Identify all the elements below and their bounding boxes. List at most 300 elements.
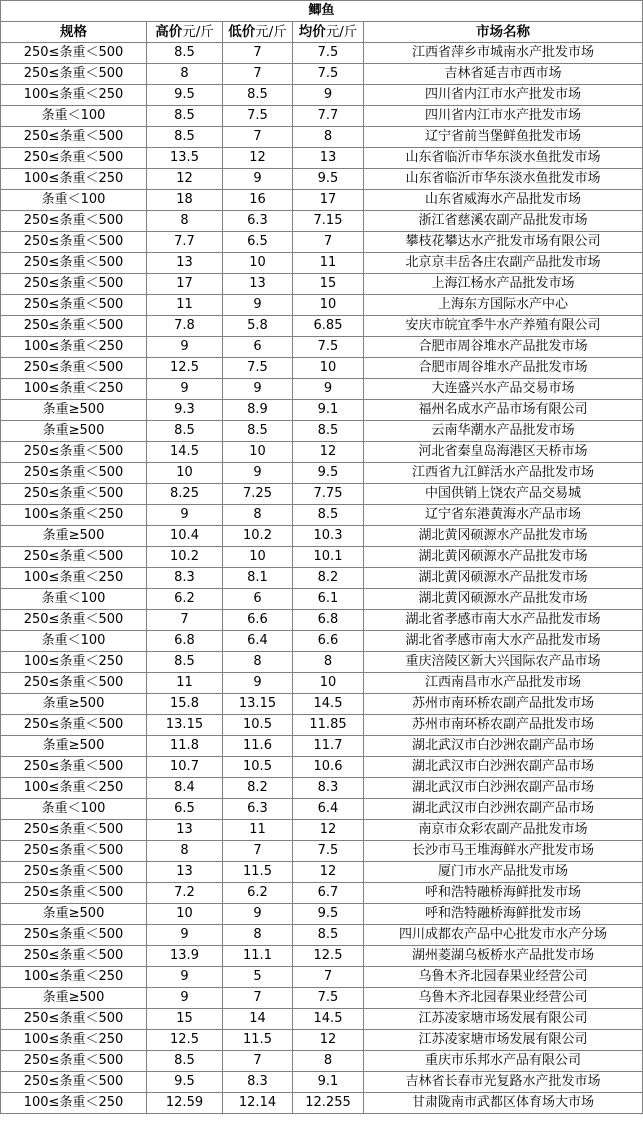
cell-avg: 8.5 [293,421,364,442]
cell-market: 甘肃陇南市武都区体育场大市场 [364,1093,643,1114]
cell-high: 12.59 [147,1093,223,1114]
cell-avg: 6.1 [293,589,364,610]
table-row [1,64,643,85]
cell-avg: 7.5 [293,43,364,64]
cell-spec: 条重≥500 [1,988,147,1009]
cell-spec: 100≤条重＜250 [1,652,147,673]
cell-market: 江苏凌家塘市场发展有限公司 [364,1009,643,1030]
cell-high: 8.3 [147,568,223,589]
cell-avg: 12 [293,862,364,883]
cell-low: 8 [223,652,293,673]
cell-low: 8.5 [223,85,293,106]
cell-market: 湖北省孝感市南大水产品批发市场 [364,610,643,631]
cell-market: 山东省临沂市华东淡水鱼批发市场 [364,169,643,190]
cell-avg: 6.85 [293,316,364,337]
table-row [1,1051,643,1072]
cell-low: 7 [223,127,293,148]
table-row [1,421,643,442]
cell-low: 6.5 [223,232,293,253]
cell-spec: 100≤条重＜250 [1,505,147,526]
cell-spec: 250≤条重＜500 [1,673,147,694]
cell-high: 10.4 [147,526,223,547]
table-row [1,904,643,925]
cell-low: 7 [223,1051,293,1072]
cell-market: 辽宁省东港黄海水产品市场 [364,505,643,526]
cell-low: 8.5 [223,421,293,442]
cell-high: 9 [147,967,223,988]
table-title-row [1,1,643,22]
cell-low: 11.1 [223,946,293,967]
cell-spec: 250≤条重＜500 [1,253,147,274]
cell-spec: 条重≥500 [1,421,147,442]
cell-high: 7.8 [147,316,223,337]
cell-spec: 250≤条重＜500 [1,316,147,337]
table-row [1,127,643,148]
cell-market: 北京京丰岳各庄农副产品批发市场 [364,253,643,274]
cell-high: 9.3 [147,400,223,421]
cell-low: 12.14 [223,1093,293,1114]
cell-market: 重庆涪陵区新大兴国际农产品市场 [364,652,643,673]
cell-high: 8 [147,841,223,862]
cell-low: 5 [223,967,293,988]
cell-high: 13 [147,820,223,841]
cell-spec: 250≤条重＜500 [1,211,147,232]
table-title: 鲫鱼 [1,1,643,22]
cell-avg: 8.3 [293,778,364,799]
cell-low: 8 [223,505,293,526]
cell-market: 四川省内江市水产批发市场 [364,106,643,127]
table-row [1,442,643,463]
cell-low: 10 [223,253,293,274]
cell-avg: 11.7 [293,736,364,757]
cell-high: 6.2 [147,589,223,610]
cell-market: 河北省秦皇岛海港区天桥市场 [364,442,643,463]
cell-avg: 8.5 [293,505,364,526]
cell-market: 苏州市南环桥农副产品批发市场 [364,715,643,736]
cell-avg: 9.1 [293,400,364,421]
cell-high: 7 [147,610,223,631]
cell-market: 江苏凌家塘市场发展有限公司 [364,1030,643,1051]
cell-avg: 9 [293,85,364,106]
cell-avg: 10 [293,358,364,379]
cell-high: 10.7 [147,757,223,778]
header-avg-unit: 元/斤 [325,24,358,40]
cell-spec: 250≤条重＜500 [1,64,147,85]
cell-low: 10 [223,547,293,568]
cell-low: 9 [223,904,293,925]
table-row [1,484,643,505]
cell-market: 辽宁省前当堡鲜鱼批发市场 [364,127,643,148]
table-row [1,568,643,589]
cell-spec: 条重＜100 [1,106,147,127]
cell-market: 吉林省长春市光复路水产批发市场 [364,1072,643,1093]
cell-avg: 7 [293,232,364,253]
cell-avg: 8 [293,652,364,673]
table-row [1,946,643,967]
table-row [1,316,643,337]
cell-market: 山东省临沂市华东淡水鱼批发市场 [364,148,643,169]
table-row [1,232,643,253]
cell-market: 湖北武汉市白沙洲农副产品市场 [364,757,643,778]
table-row [1,988,643,1009]
cell-market: 吉林省延吉市西市场 [364,64,643,85]
cell-spec: 250≤条重＜500 [1,484,147,505]
cell-avg: 6.4 [293,799,364,820]
cell-market: 合肥市周谷堆水产品批发市场 [364,358,643,379]
cell-market: 浙江省慈溪农副产品批发市场 [364,211,643,232]
cell-spec: 250≤条重＜500 [1,1072,147,1093]
cell-high: 9.5 [147,1072,223,1093]
cell-market: 呼和浩特融桥海鲜批发市场 [364,883,643,904]
cell-spec: 条重≥500 [1,736,147,757]
cell-market: 长沙市马王堆海鲜水产批发市场 [364,841,643,862]
header-low-label: 低价 [228,24,256,40]
table-row [1,652,643,673]
cell-avg: 8.5 [293,925,364,946]
cell-low: 13.15 [223,694,293,715]
cell-spec: 250≤条重＜500 [1,610,147,631]
header-low-unit: 元/斤 [255,24,287,40]
cell-spec: 条重≥500 [1,526,147,547]
cell-high: 9 [147,379,223,400]
cell-avg: 6.8 [293,610,364,631]
cell-low: 16 [223,190,293,211]
table-row [1,253,643,274]
cell-avg: 6.7 [293,883,364,904]
cell-spec: 100≤条重＜250 [1,169,147,190]
cell-avg: 9 [293,379,364,400]
cell-high: 9 [147,988,223,1009]
table-row [1,799,643,820]
cell-spec: 250≤条重＜500 [1,148,147,169]
table-row [1,148,643,169]
cell-market: 湖州菱湖乌板桥水产品批发市场 [364,946,643,967]
cell-high: 6.8 [147,631,223,652]
table-row [1,358,643,379]
cell-spec: 250≤条重＜500 [1,925,147,946]
cell-market: 大连盛兴水产品交易市场 [364,379,643,400]
cell-spec: 条重＜100 [1,631,147,652]
cell-low: 14 [223,1009,293,1030]
table-row [1,757,643,778]
cell-market: 湖北黄冈硕源水产品批发市场 [364,568,643,589]
cell-low: 6 [223,589,293,610]
cell-low: 7 [223,841,293,862]
cell-spec: 250≤条重＜500 [1,232,147,253]
cell-high: 13.9 [147,946,223,967]
cell-market: 湖北武汉市白沙洲农副产品市场 [364,736,643,757]
table-row [1,400,643,421]
cell-high: 17 [147,274,223,295]
table-row [1,106,643,127]
cell-avg: 11 [293,253,364,274]
cell-avg: 12.5 [293,946,364,967]
cell-spec: 条重＜100 [1,799,147,820]
table-row [1,736,643,757]
cell-avg: 7.7 [293,106,364,127]
cell-spec: 100≤条重＜250 [1,568,147,589]
cell-high: 8 [147,211,223,232]
cell-high: 13 [147,862,223,883]
cell-high: 8.5 [147,652,223,673]
cell-spec: 100≤条重＜250 [1,337,147,358]
table-row [1,337,643,358]
header-high [147,22,223,43]
cell-low: 9 [223,295,293,316]
table-row [1,526,643,547]
cell-avg: 7.5 [293,988,364,1009]
cell-low: 11 [223,820,293,841]
table-row [1,379,643,400]
cell-spec: 250≤条重＜500 [1,274,147,295]
cell-avg: 7 [293,967,364,988]
table-row [1,547,643,568]
cell-market: 四川成都农产品中心批发市水产分场 [364,925,643,946]
cell-spec: 100≤条重＜250 [1,1093,147,1114]
cell-market: 江西南昌市水产品批发市场 [364,673,643,694]
cell-high: 8.5 [147,127,223,148]
table-row [1,169,643,190]
table-row [1,778,643,799]
cell-market: 厦门市水产品批发市场 [364,862,643,883]
cell-high: 13.5 [147,148,223,169]
cell-avg: 8 [293,127,364,148]
table-body [1,43,643,1114]
cell-avg: 7.5 [293,337,364,358]
cell-low: 9 [223,379,293,400]
cell-spec: 100≤条重＜250 [1,379,147,400]
table-row [1,505,643,526]
cell-high: 14.5 [147,442,223,463]
cell-avg: 8.2 [293,568,364,589]
cell-low: 8 [223,925,293,946]
cell-high: 12.5 [147,358,223,379]
cell-avg: 8 [293,1051,364,1072]
table-row [1,1072,643,1093]
cell-market: 湖北省孝感市南大水产品批发市场 [364,631,643,652]
cell-avg: 10 [293,673,364,694]
table-row [1,295,643,316]
cell-low: 10.5 [223,715,293,736]
cell-market: 上海江杨水产品批发市场 [364,274,643,295]
cell-avg: 10.3 [293,526,364,547]
table-row [1,883,643,904]
cell-market: 重庆市乐邦水产品有限公司 [364,1051,643,1072]
cell-avg: 11.85 [293,715,364,736]
table-row [1,85,643,106]
cell-low: 7 [223,43,293,64]
cell-spec: 100≤条重＜250 [1,1030,147,1051]
cell-high: 9 [147,925,223,946]
cell-market: 云南华潮水产品批发市场 [364,421,643,442]
cell-low: 11.5 [223,862,293,883]
cell-high: 15 [147,1009,223,1030]
cell-avg: 13 [293,148,364,169]
table-row [1,841,643,862]
cell-high: 9.5 [147,85,223,106]
cell-low: 9 [223,169,293,190]
cell-spec: 250≤条重＜500 [1,127,147,148]
cell-spec: 250≤条重＜500 [1,43,147,64]
cell-high: 11 [147,295,223,316]
cell-low: 7.5 [223,358,293,379]
cell-high: 10 [147,463,223,484]
cell-low: 10.5 [223,757,293,778]
cell-low: 9 [223,673,293,694]
cell-low: 8.1 [223,568,293,589]
cell-avg: 14.5 [293,1009,364,1030]
table-row [1,631,643,652]
cell-market: 上海东方国际水产中心 [364,295,643,316]
cell-avg: 7.5 [293,841,364,862]
cell-avg: 10.6 [293,757,364,778]
table-row [1,43,643,64]
header-spec: 规格 [1,22,147,43]
cell-high: 8.5 [147,106,223,127]
table-row [1,190,643,211]
cell-spec: 条重＜100 [1,190,147,211]
cell-market: 合肥市周谷堆水产品批发市场 [364,337,643,358]
cell-low: 10 [223,442,293,463]
header-high-label: 高价 [155,24,183,40]
table-row [1,463,643,484]
cell-high: 12.5 [147,1030,223,1051]
cell-low: 5.8 [223,316,293,337]
cell-spec: 250≤条重＜500 [1,442,147,463]
cell-market: 湖北黄冈硕源水产品批发市场 [364,526,643,547]
cell-spec: 条重≥500 [1,904,147,925]
cell-market: 福州名成水产品市场有限公司 [364,400,643,421]
cell-low: 11.5 [223,1030,293,1051]
cell-high: 9 [147,337,223,358]
cell-spec: 250≤条重＜500 [1,463,147,484]
table-row [1,610,643,631]
cell-avg: 12 [293,820,364,841]
cell-avg: 12 [293,1030,364,1051]
cell-spec: 250≤条重＜500 [1,358,147,379]
table-row [1,1009,643,1030]
cell-low: 8.2 [223,778,293,799]
cell-low: 8.9 [223,400,293,421]
cell-spec: 100≤条重＜250 [1,778,147,799]
cell-high: 8.5 [147,1051,223,1072]
cell-low: 6.3 [223,211,293,232]
cell-high: 10 [147,904,223,925]
cell-spec: 250≤条重＜500 [1,1051,147,1072]
cell-low: 12 [223,148,293,169]
cell-avg: 9.5 [293,463,364,484]
table-row [1,715,643,736]
table-row [1,673,643,694]
cell-market: 江西省九江鲜活水产品批发市场 [364,463,643,484]
cell-spec: 250≤条重＜500 [1,547,147,568]
cell-avg: 12.255 [293,1093,364,1114]
cell-spec: 条重＜100 [1,589,147,610]
cell-spec: 条重≥500 [1,400,147,421]
cell-high: 10.2 [147,547,223,568]
cell-market: 四川省内江市水产批发市场 [364,85,643,106]
cell-avg: 7.5 [293,64,364,85]
cell-avg: 6.6 [293,631,364,652]
cell-market: 山东省威海水产品批发市场 [364,190,643,211]
cell-low: 7 [223,64,293,85]
cell-avg: 14.5 [293,694,364,715]
cell-low: 9 [223,463,293,484]
cell-spec: 250≤条重＜500 [1,946,147,967]
cell-avg: 9.5 [293,904,364,925]
cell-avg: 10 [293,295,364,316]
cell-high: 8 [147,64,223,85]
cell-market: 苏州市南环桥农副产品批发市场 [364,694,643,715]
cell-market: 安庆市皖宜季牛水产养殖有限公司 [364,316,643,337]
cell-spec: 250≤条重＜500 [1,1009,147,1030]
cell-high: 8.25 [147,484,223,505]
cell-high: 13.15 [147,715,223,736]
cell-spec: 100≤条重＜250 [1,85,147,106]
table-header-row [1,22,643,43]
cell-low: 6.2 [223,883,293,904]
cell-high: 8.4 [147,778,223,799]
cell-market: 攀枝花攀达水产批发市场有限公司 [364,232,643,253]
cell-low: 11.6 [223,736,293,757]
cell-avg: 9.1 [293,1072,364,1093]
cell-market: 中国供销上饶农产品交易城 [364,484,643,505]
cell-market: 南京市众彩农副产品批发市场 [364,820,643,841]
table-row [1,211,643,232]
cell-avg: 7.75 [293,484,364,505]
cell-high: 13 [147,253,223,274]
table-row [1,589,643,610]
cell-market: 湖北黄冈硕源水产品批发市场 [364,547,643,568]
cell-spec: 250≤条重＜500 [1,841,147,862]
cell-market: 呼和浩特融桥海鲜批发市场 [364,904,643,925]
cell-high: 7.2 [147,883,223,904]
cell-low: 7 [223,988,293,1009]
cell-avg: 15 [293,274,364,295]
table-row [1,274,643,295]
cell-low: 6.4 [223,631,293,652]
cell-low: 6 [223,337,293,358]
cell-high: 11 [147,673,223,694]
cell-spec: 100≤条重＜250 [1,967,147,988]
table-row [1,1030,643,1051]
header-market: 市场名称 [364,22,643,43]
cell-high: 7.7 [147,232,223,253]
cell-avg: 7.15 [293,211,364,232]
cell-low: 7.5 [223,106,293,127]
cell-high: 15.8 [147,694,223,715]
cell-low: 8.3 [223,1072,293,1093]
cell-market: 湖北黄冈硕源水产品批发市场 [364,589,643,610]
cell-spec: 250≤条重＜500 [1,883,147,904]
cell-high: 11.8 [147,736,223,757]
table-row [1,694,643,715]
cell-market: 江西省萍乡市城南水产批发市场 [364,43,643,64]
cell-avg: 10.1 [293,547,364,568]
cell-market: 乌鲁木齐北园春果业经营公司 [364,967,643,988]
cell-market: 乌鲁木齐北园春果业经营公司 [364,988,643,1009]
cell-avg: 17 [293,190,364,211]
cell-high: 12 [147,169,223,190]
cell-low: 10.2 [223,526,293,547]
cell-high: 8.5 [147,421,223,442]
header-avg-label: 均价 [298,24,326,40]
cell-market: 湖北武汉市白沙洲农副产品市场 [364,799,643,820]
cell-spec: 条重≥500 [1,694,147,715]
cell-high: 8.5 [147,43,223,64]
table-row [1,862,643,883]
header-avg [293,22,364,43]
